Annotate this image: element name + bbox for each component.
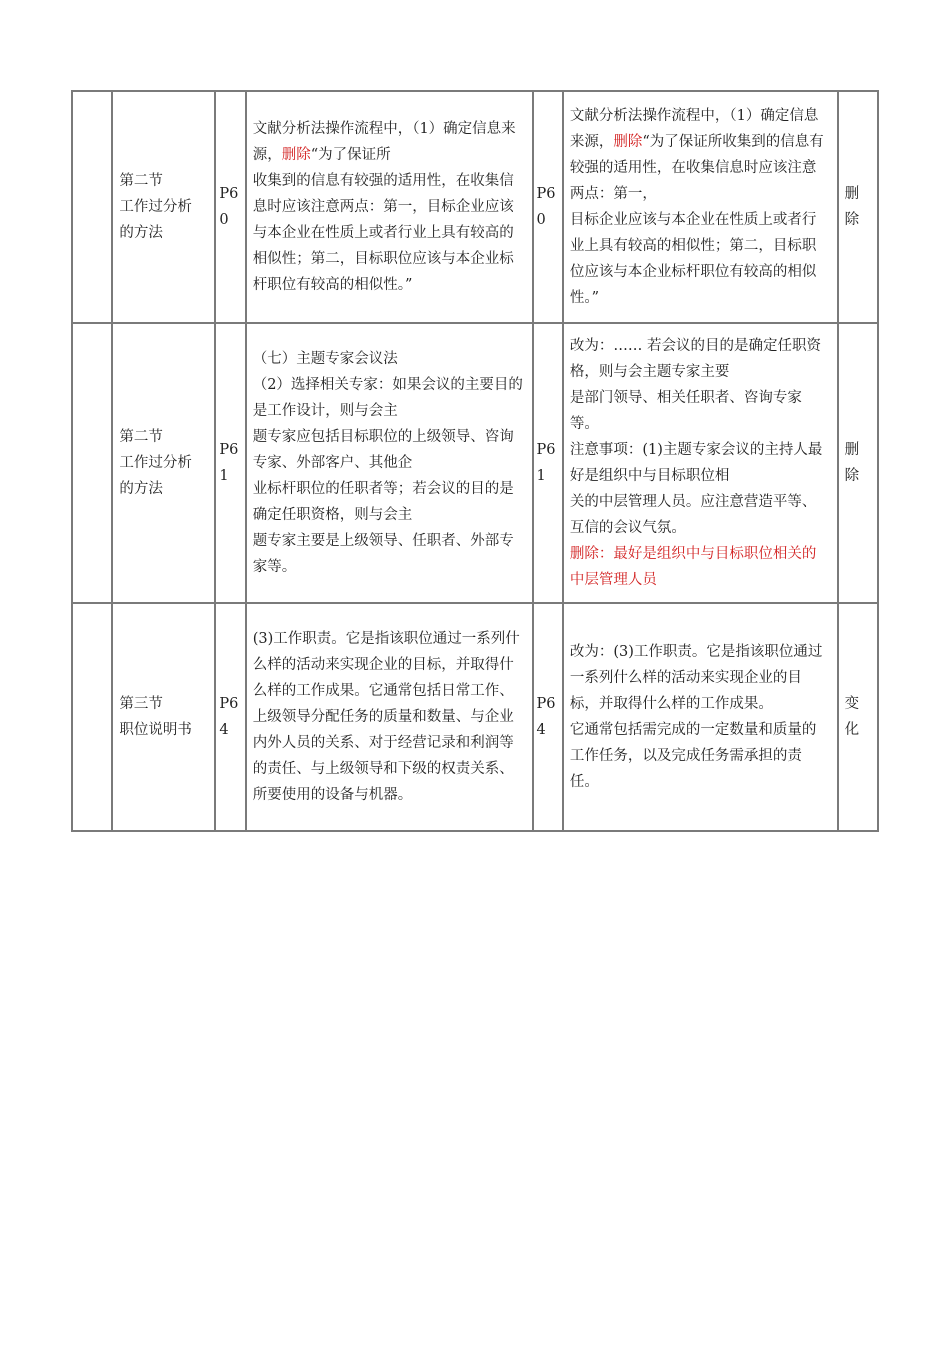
new-text-cell: 文献分析法操作流程中，（1）确定信息来源，删除“为了保证所收集到的信息有较强的适用性，在收集信息时应该注意两点：第一， 目标企业应该与本企业在性质上或者行业上具有较高的相似性；第二，目标职位应该与本企业标杆职位有较高的相似性。”: [563, 91, 838, 323]
page-old-cell: P61: [215, 323, 245, 603]
index-cell: [72, 323, 112, 603]
old-text-cell: 文献分析法操作流程中，（1）确定信息来源，删除“为了保证所 收集到的信息有较强的适用性，在收集信息时应该注意两点：第一，目标企业应该与本企业在性质上或者行业上具有较高的相似性；第二，目标职位应该与本企业标杆职位有较高的相似性。”: [246, 91, 533, 323]
result-cell: 删除: [838, 91, 878, 323]
section-cell: 第三节 职位说明书: [112, 603, 215, 831]
new-text-cell: 改为：(3)工作职责。它是指该职位通过一系列什么样的活动来实现企业的目标，并取得什么样的工作成果。 它通常包括需完成的一定数量和质量的工作任务，以及完成任务需承担的责任。: [563, 603, 838, 831]
page-old-cell: P60: [215, 91, 245, 323]
page-new-cell: P64: [533, 603, 563, 831]
result-cell: 删除: [838, 323, 878, 603]
section-cell: 第二节 工作过分析 的方法: [112, 91, 215, 323]
section-cell: 第二节 工作过分析 的方法: [112, 323, 215, 603]
delete-mark: 删除: [281, 147, 311, 163]
old-text-cell: （七）主题专家会议法 （2）选择相关专家：如果会议的主要目的是工作设计，则与会主 题专家应包括目标职位的上级领导、咨询专家、外部客户、其他企 业标杆职位的任职者等；若会议的目的是确定任职资格，则与会主 题专家主要是上级领导、任职者、外部专家等。: [246, 323, 533, 603]
table-row: [72, 603, 878, 831]
page-old-cell: P64: [215, 603, 245, 831]
result-cell: 变化: [838, 603, 878, 831]
page-new-cell: P60: [533, 91, 563, 323]
delete-mark: 删除: [613, 134, 643, 150]
new-text-cell: 改为：…… 若会议的目的是确定任职资格，则与会主题专家主要 是部门领导、相关任职者、咨询专家等。 注意事项：(1)主题专家会议的主持人最好是组织中与目标职位相 关的中层管理人员。应注意营造平等、互信的会议气氛。 删除：最好是组织中与目标职位相关的中层管理人员: [563, 323, 838, 603]
index-cell: [72, 603, 112, 831]
table-row: [72, 323, 878, 603]
change-table: [71, 90, 879, 832]
delete-note: 删除：最好是组织中与目标职位相关的中层管理人员: [569, 546, 817, 588]
page-new-cell: P61: [533, 323, 563, 603]
old-text-cell: (3)工作职责。它是指该职位通过一系列什么样的活动来实现企业的目标，并取得什么样的工作成果。它通常包括日常工作、上级领导分配任务的质量和数量、与企业内外人员的关系、对于经营记录和利润等的责任、与上级领导和下级的权责关系、所要使用的设备与机器。: [246, 603, 533, 831]
index-cell: [72, 91, 112, 323]
table-row: [72, 91, 878, 323]
